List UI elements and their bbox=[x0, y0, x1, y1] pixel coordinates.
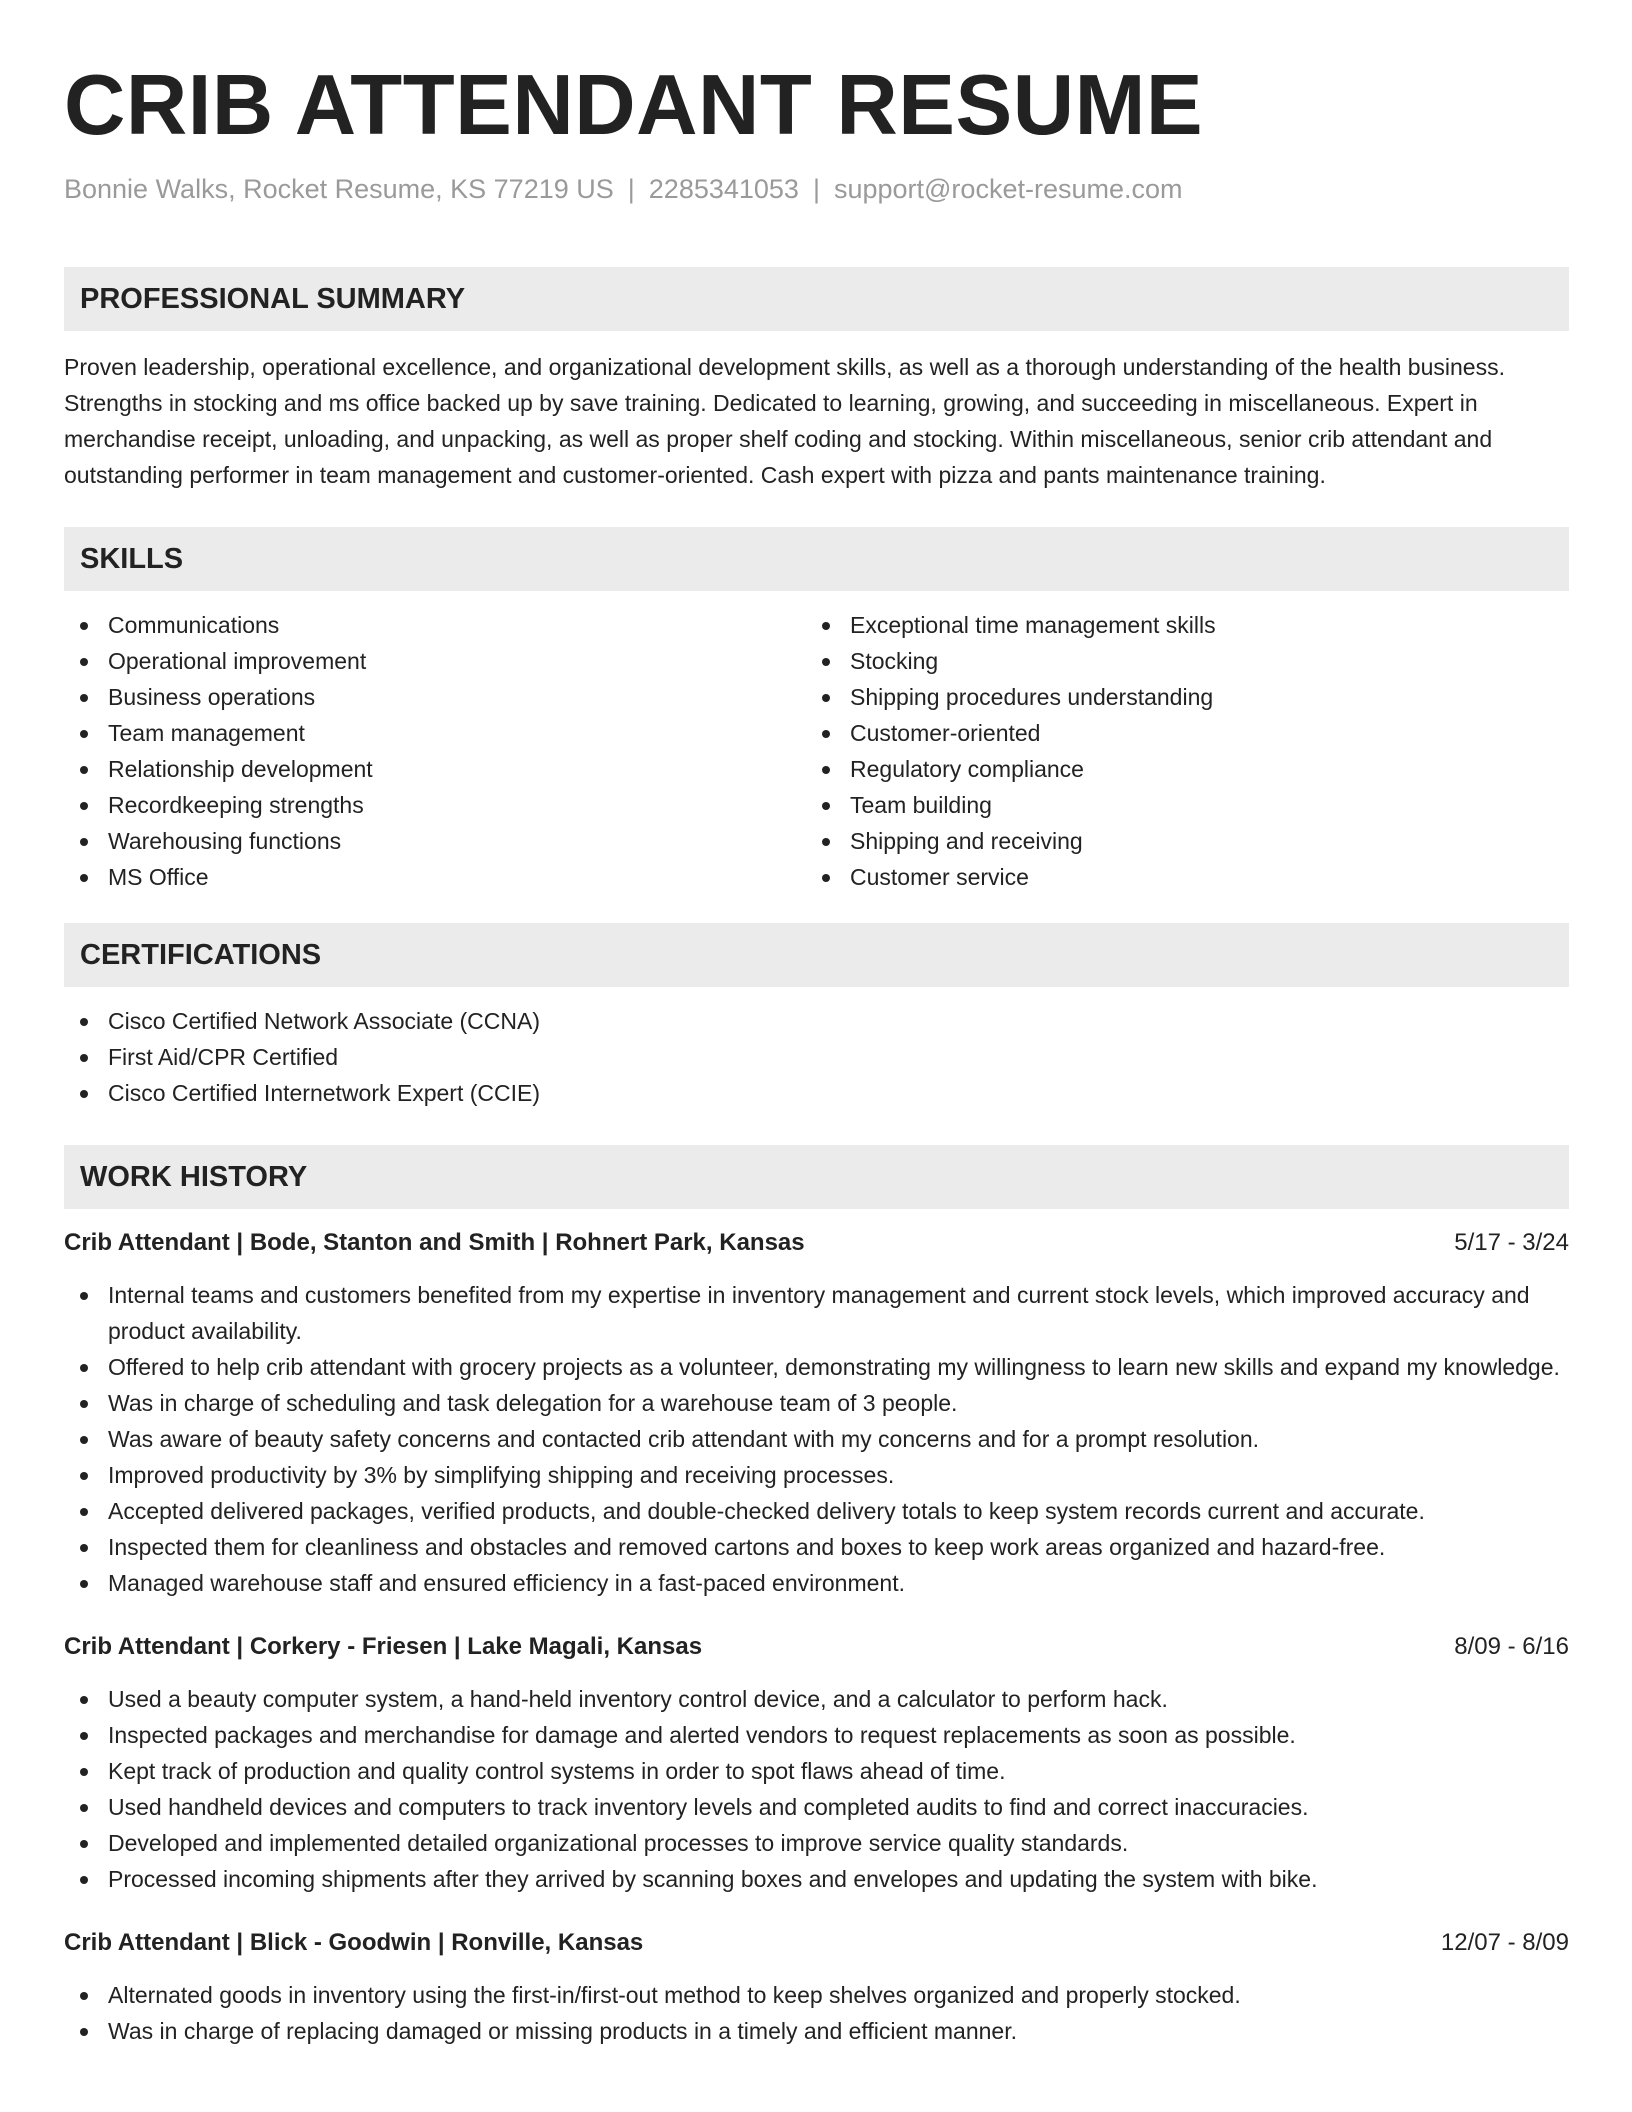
contact-address: Bonnie Walks, Rocket Resume, KS 77219 US bbox=[64, 174, 614, 204]
skill-item: Regulatory compliance bbox=[806, 751, 1548, 787]
skill-item: Shipping and receiving bbox=[806, 823, 1548, 859]
job-bullet: Was in charge of replacing damaged or missing products in a timely and efficient manner. bbox=[64, 2013, 1569, 2049]
skill-item: Recordkeeping strengths bbox=[64, 787, 806, 823]
skill-item: MS Office bbox=[64, 859, 806, 895]
job-bullet: Was in charge of scheduling and task delegation for a warehouse team of 3 people. bbox=[64, 1385, 1569, 1421]
job-bullet: Alternated goods in inventory using the first-in/first-out method to keep shelves organized and properly stocked. bbox=[64, 1977, 1569, 2013]
certification-item: Cisco Certified Network Associate (CCNA) bbox=[64, 1003, 1569, 1039]
skill-item: Exceptional time management skills bbox=[806, 607, 1548, 643]
job-bullet: Processed incoming shipments after they arrived by scanning boxes and envelopes and updating the system with bike. bbox=[64, 1861, 1569, 1897]
skill-item: Operational improvement bbox=[64, 643, 806, 679]
job-bullet: Inspected packages and merchandise for damage and alerted vendors to request replacements as soon as possible. bbox=[64, 1717, 1569, 1753]
job-bullets bbox=[64, 1277, 1569, 1601]
job-entry bbox=[64, 1629, 1569, 1897]
contact-phone: 2285341053 bbox=[648, 174, 799, 204]
summary-text: Proven leadership, operational excellence, and organizational development skills, as well as a thorough understanding of the health business. Strengths in stocking and ms office backed up by save training. Dedicated to learning, growing, and succeeding in miscellaneous. Expert in merchandise receipt, unloading, and unpacking, as well as proper shelf coding and stocking. Within miscellaneous, senior crib attendant and outstanding performer in team management and customer-oriented. Cash expert with pizza and pants maintenance training. bbox=[64, 354, 1505, 488]
job-bullet: Accepted delivered packages, verified products, and double-checked delivery totals to keep system records current and accurate. bbox=[64, 1493, 1569, 1529]
job-bullet: Improved productivity by 3% by simplifying shipping and receiving processes. bbox=[64, 1457, 1569, 1493]
job-entry bbox=[64, 1225, 1569, 1601]
job-bullets bbox=[64, 1977, 1569, 2049]
skill-item: Communications bbox=[64, 607, 806, 643]
job-title: Crib Attendant | Blick - Goodwin | Ronville, Kansas bbox=[64, 1929, 644, 1956]
job-header bbox=[64, 1629, 1569, 1665]
job-bullets bbox=[64, 1681, 1569, 1897]
job-dates: 8/09 - 6/16 bbox=[1454, 1633, 1569, 1660]
section-header-skills: SKILLS bbox=[64, 527, 1569, 591]
job-title: Crib Attendant | Corkery - Friesen | Lake Magali, Kansas bbox=[64, 1633, 703, 1660]
job-dates: 12/07 - 8/09 bbox=[1440, 1929, 1569, 1956]
contact-line bbox=[64, 172, 1569, 206]
contact-separator: | bbox=[812, 174, 820, 204]
job-title: Crib Attendant | Bode, Stanton and Smith | Rohnert Park, Kansas bbox=[64, 1229, 805, 1256]
skill-item: Shipping procedures understanding bbox=[806, 679, 1548, 715]
job-bullet: Inspected them for cleanliness and obstacles and removed cartons and boxes to keep work areas organized and hazard-free. bbox=[64, 1529, 1569, 1565]
skill-item: Relationship development bbox=[64, 751, 806, 787]
section-header-certifications: CERTIFICATIONS bbox=[64, 923, 1569, 987]
section-header-professional-summary: PROFESSIONAL SUMMARY bbox=[64, 267, 1569, 331]
job-bullet: Used handheld devices and computers to track inventory levels and completed audits to find and correct inaccuracies. bbox=[64, 1789, 1569, 1825]
section-header-work-history: WORK HISTORY bbox=[64, 1145, 1569, 1209]
job-bullet: Managed warehouse staff and ensured efficiency in a fast-paced environment. bbox=[64, 1565, 1569, 1601]
job-bullet: Internal teams and customers benefited from my expertise in inventory management and current stock levels, which improved accuracy and product availability. bbox=[64, 1277, 1569, 1349]
job-dates: 5/17 - 3/24 bbox=[1454, 1229, 1569, 1256]
skill-item: Business operations bbox=[64, 679, 806, 715]
resume-title: CRIB ATTENDANT RESUME bbox=[64, 58, 1204, 153]
job-header bbox=[64, 1925, 1569, 1961]
job-header bbox=[64, 1225, 1569, 1261]
job-bullet: Used a beauty computer system, a hand-held inventory control device, and a calculator to perform hack. bbox=[64, 1681, 1569, 1717]
skill-item: Warehousing functions bbox=[64, 823, 806, 859]
contact-separator: | bbox=[627, 174, 635, 204]
job-bullet: Was aware of beauty safety concerns and contacted crib attendant with my concerns and for a prompt resolution. bbox=[64, 1421, 1569, 1457]
job-bullet: Offered to help crib attendant with grocery projects as a volunteer, demonstrating my willingness to learn new skills and expand my knowledge. bbox=[64, 1349, 1569, 1385]
certification-item: Cisco Certified Internetwork Expert (CCIE) bbox=[64, 1075, 1569, 1111]
job-entry bbox=[64, 1925, 1569, 2049]
skill-item: Team management bbox=[64, 715, 806, 751]
skill-item: Customer service bbox=[806, 859, 1548, 895]
job-bullet: Developed and implemented detailed organizational processes to improve service quality standards. bbox=[64, 1825, 1569, 1861]
resume-page bbox=[64, 0, 1569, 2049]
skill-item: Stocking bbox=[806, 643, 1548, 679]
skill-item: Customer-oriented bbox=[806, 715, 1548, 751]
contact-email: support@rocket-resume.com bbox=[833, 174, 1183, 204]
certifications-list bbox=[64, 1003, 1569, 1111]
skills-column-left bbox=[64, 607, 806, 895]
certification-item: First Aid/CPR Certified bbox=[64, 1039, 1569, 1075]
job-bullet: Kept track of production and quality control systems in order to spot flaws ahead of time. bbox=[64, 1753, 1569, 1789]
skills-column-right bbox=[806, 607, 1548, 895]
skills-list bbox=[64, 607, 1569, 895]
skill-item: Team building bbox=[806, 787, 1548, 823]
